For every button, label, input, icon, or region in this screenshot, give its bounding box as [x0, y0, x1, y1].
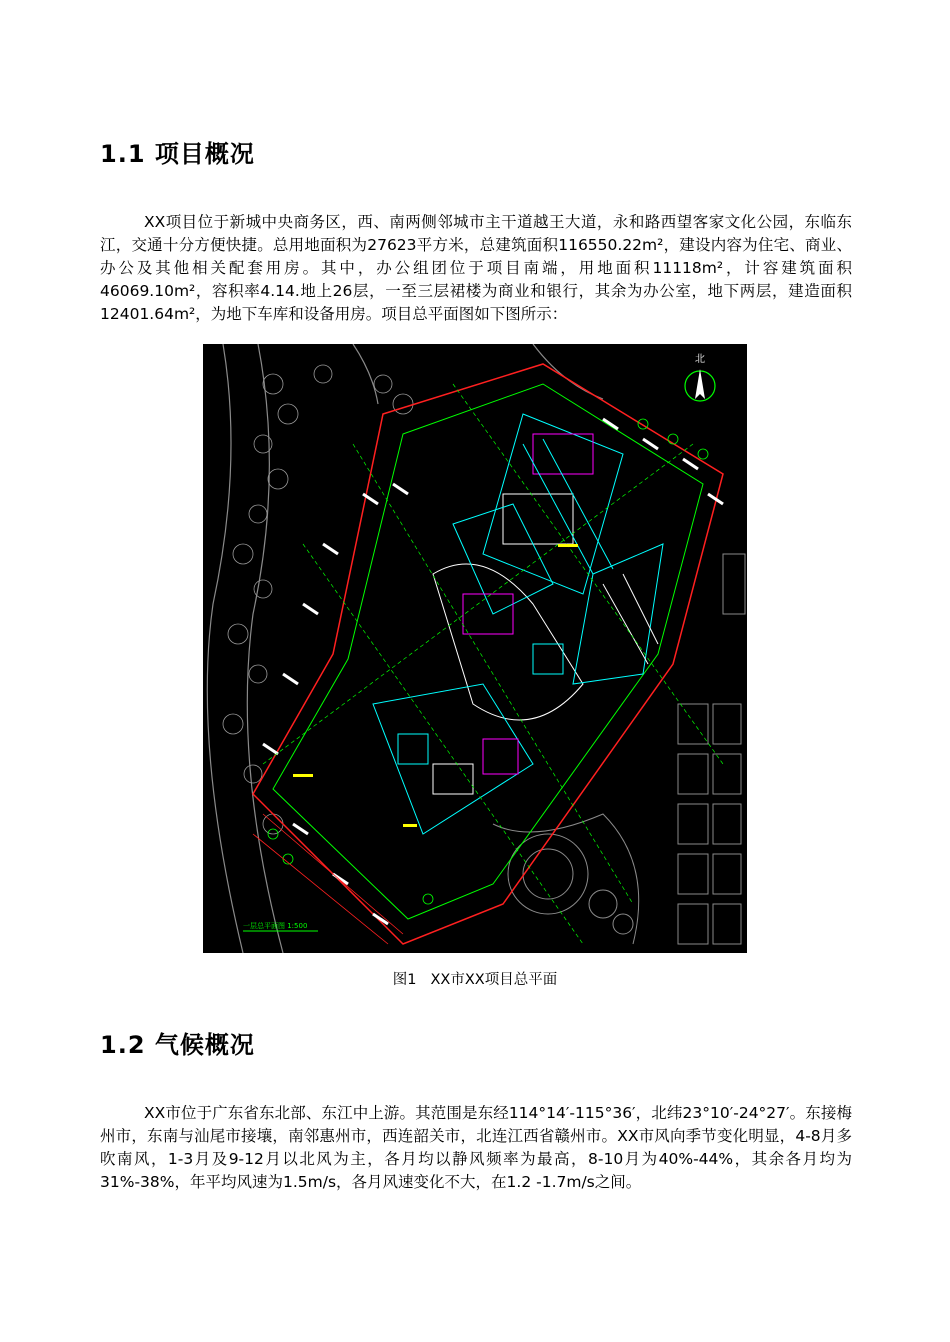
building-tower-north	[483, 414, 623, 594]
grid-axes	[263, 384, 723, 944]
north-arrow-icon	[685, 369, 715, 401]
site-plan-figure	[203, 344, 747, 953]
building-tower-east	[573, 544, 663, 684]
plan-title: 一层总平面图 1:500	[243, 922, 308, 930]
tree-row-west	[223, 365, 413, 834]
building-line	[273, 384, 703, 919]
road-curve-west	[207, 344, 243, 953]
site-boundary	[253, 364, 723, 944]
north-label: 北	[695, 354, 705, 365]
road-curve-north-2	[533, 344, 603, 399]
section-2-title: 1.2 气候概况	[100, 1031, 255, 1059]
annotations	[293, 544, 578, 827]
section-2-paragraph: XX市位于广东省东北部、东江中上游。其范围是东经114°14′-115°36′，北纬23°10′-24°27′。东接梅州市，东南与汕尾市接壤，南邻惠州市，西连韶关市，北连江西省赣州市。XX市风向季节变化明显，4-8月多吹南风，1-3月及9-12月以北风为主，各月均以静风频率为最高，8-10月为40%-44%，其余各月均为31%-38%，年平均风速为1.5m/s，各月风速变化不大，在1.2 -1.7m/s之间。	[100, 1104, 852, 1191]
axis-bubbles	[268, 419, 708, 904]
building-office-south	[373, 684, 533, 834]
dimension-marks	[263, 419, 723, 924]
site-plan-drawing	[203, 344, 747, 953]
figure-caption-text: XX市XX项目总平面	[430, 972, 558, 988]
road-curve-north	[353, 344, 378, 404]
figure-caption	[0, 968, 950, 989]
park-south	[493, 814, 639, 944]
section-1-title: 1.1 项目概况	[100, 140, 255, 168]
neighbor-buildings-east	[678, 554, 745, 944]
figure-caption-number: 图1	[392, 972, 417, 988]
section-1-paragraph: XX项目位于新城中央商务区，西、南两侧邻城市主干道越王大道，永和路西望客家文化公园，东临东江，交通十分方便快捷。总用地面积为27623平方米，总建筑面积116550.22m²，建设内容为住宅、商业、办公及其他相关配套用房。其中，办公组团位于项目南端，用地面积11118m²，计容建筑面积46069.10m²，容积率4.14.地上26层，一至三层裙楼为商业和银行，其余为办公室，地下两层，建造面积12401.64m²，为地下车库和设备用房。项目总平面图如下图所示：	[100, 213, 852, 323]
